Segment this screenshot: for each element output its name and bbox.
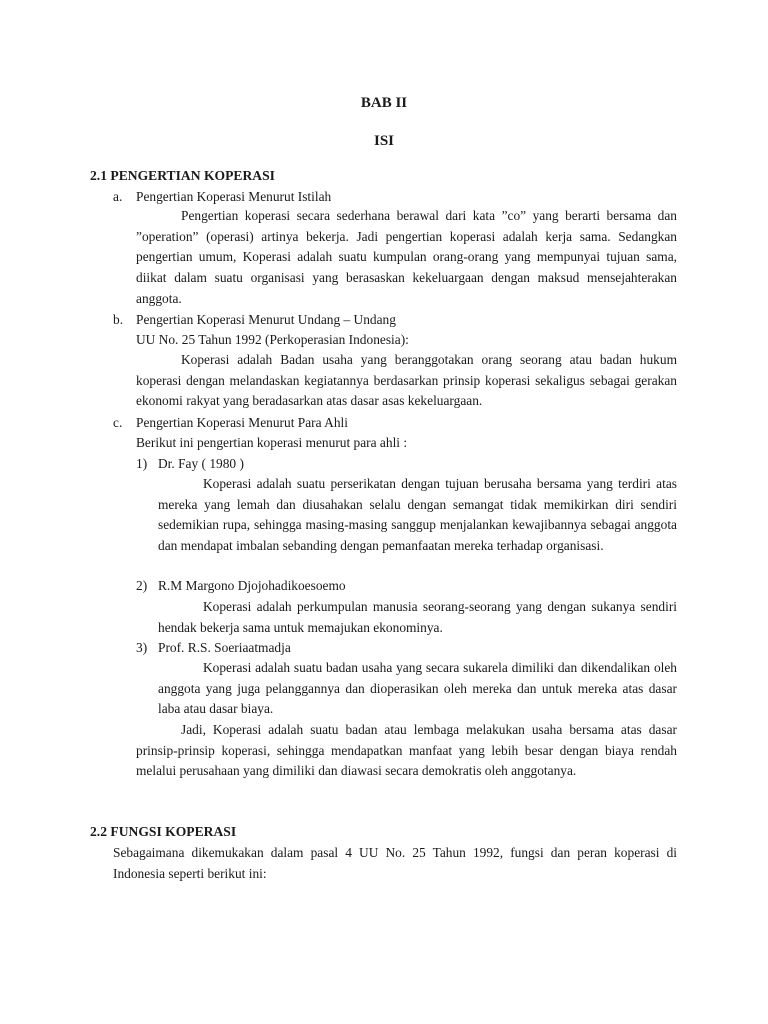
subsection-title-c: Pengertian Koperasi Menurut Para Ahli — [136, 415, 348, 430]
chapter-subtitle: ISI — [373, 133, 395, 149]
chapter-title: BAB II — [360, 95, 408, 111]
expert-name-2: R.M Margono Djojohadikoesoemo — [158, 578, 346, 593]
paragraph-a: Pengertian koperasi secara sederhana berawal dari kata ”co” yang berarti bersama dan ”operation” (operasi) artinya bekerja. Jadi pengertian koperasi adalah kerja sama. Sedangkan pengertian umum, Koperasi adalah suatu kumpulan orang-orang yang mempunyai tujuan sama, diikat dalam suatu organisasi yang berasaskan kekeluargaan dengan maksud mensejahterakan anggota. — [136, 208, 677, 306]
subsection-title-a: Pengertian Koperasi Menurut Istilah — [136, 189, 332, 204]
section-heading-2-1: 2.1 PENGERTIAN KOPERASI — [90, 168, 275, 183]
expert-text-1: Koperasi adalah suatu perserikatan dengan tujuan berusaha bersama yang terdiri atas mereka yang lemah dan diusahakan selalu dengan semangat tidak memikirkan diri sendiri sedemikian rupa, sehingga masing-masing sanggup menjalankan kewajibannya sebagai anggota dan mendapat imbalan sebanding dengan pemanfaatan mereka terhadap organisasi. — [158, 476, 677, 554]
paragraph-2-2: Sebagaimana dikemukakan dalam pasal 4 UU No. 25 Tahun 1992, fungsi dan peran koperasi di Indonesia seperti berikut ini: — [113, 845, 677, 881]
expert-name-3: Prof. R.S. Soeriaatmadja — [158, 640, 291, 655]
expert-number-1: 1) — [136, 456, 148, 471]
subsection-subtitle-b: UU No. 25 Tahun 1992 (Perkoperasian Indonesia): — [136, 332, 409, 347]
expert-number-3: 3) — [136, 640, 148, 655]
list-marker-a: a. — [113, 189, 123, 204]
expert-text-3: Koperasi adalah suatu badan usaha yang secara sukarela dimiliki dan dikendalikan oleh anggota yang juga pelanggannya dan dioperasikan oleh mereka dan untuk mereka atas dasar laba atau dasar biaya. — [158, 660, 677, 717]
subsection-intro-c: Berikut ini pengertian koperasi menurut para ahli : — [136, 435, 408, 450]
paragraph-b: Koperasi adalah Badan usaha yang beranggotakan orang seorang atau badan hukum koperasi dengan melandaskan kegiatannya berdasarkan prinsip koperasi sekaligus sebagai gerakan ekonomi rakyat yang beradasarkan atas dasar asas kekeluargaan. — [136, 352, 677, 409]
expert-number-2: 2) — [136, 578, 148, 593]
expert-name-1: Dr. Fay ( 1980 ) — [158, 456, 244, 471]
conclusion-paragraph: Jadi, Koperasi adalah suatu badan atau lembaga melakukan usaha bersama atas dasar prinsip-prinsip koperasi, sehingga mendapatkan manfaat yang lebih besar dengan biaya rendah melalui perusahaan yang dimiliki dan diawasi secara demokratis oleh anggotanya. — [136, 722, 677, 779]
list-marker-c: c. — [113, 415, 123, 430]
list-marker-b: b. — [113, 312, 124, 327]
expert-text-2: Koperasi adalah perkumpulan manusia seorang-seorang yang dengan sukanya sendiri hendak bekerja sama untuk memajukan ekonominya. — [158, 599, 677, 635]
section-heading-2-2: 2.2 FUNGSI KOPERASI — [90, 824, 237, 839]
subsection-title-b: Pengertian Koperasi Menurut Undang – Undang — [136, 312, 396, 327]
